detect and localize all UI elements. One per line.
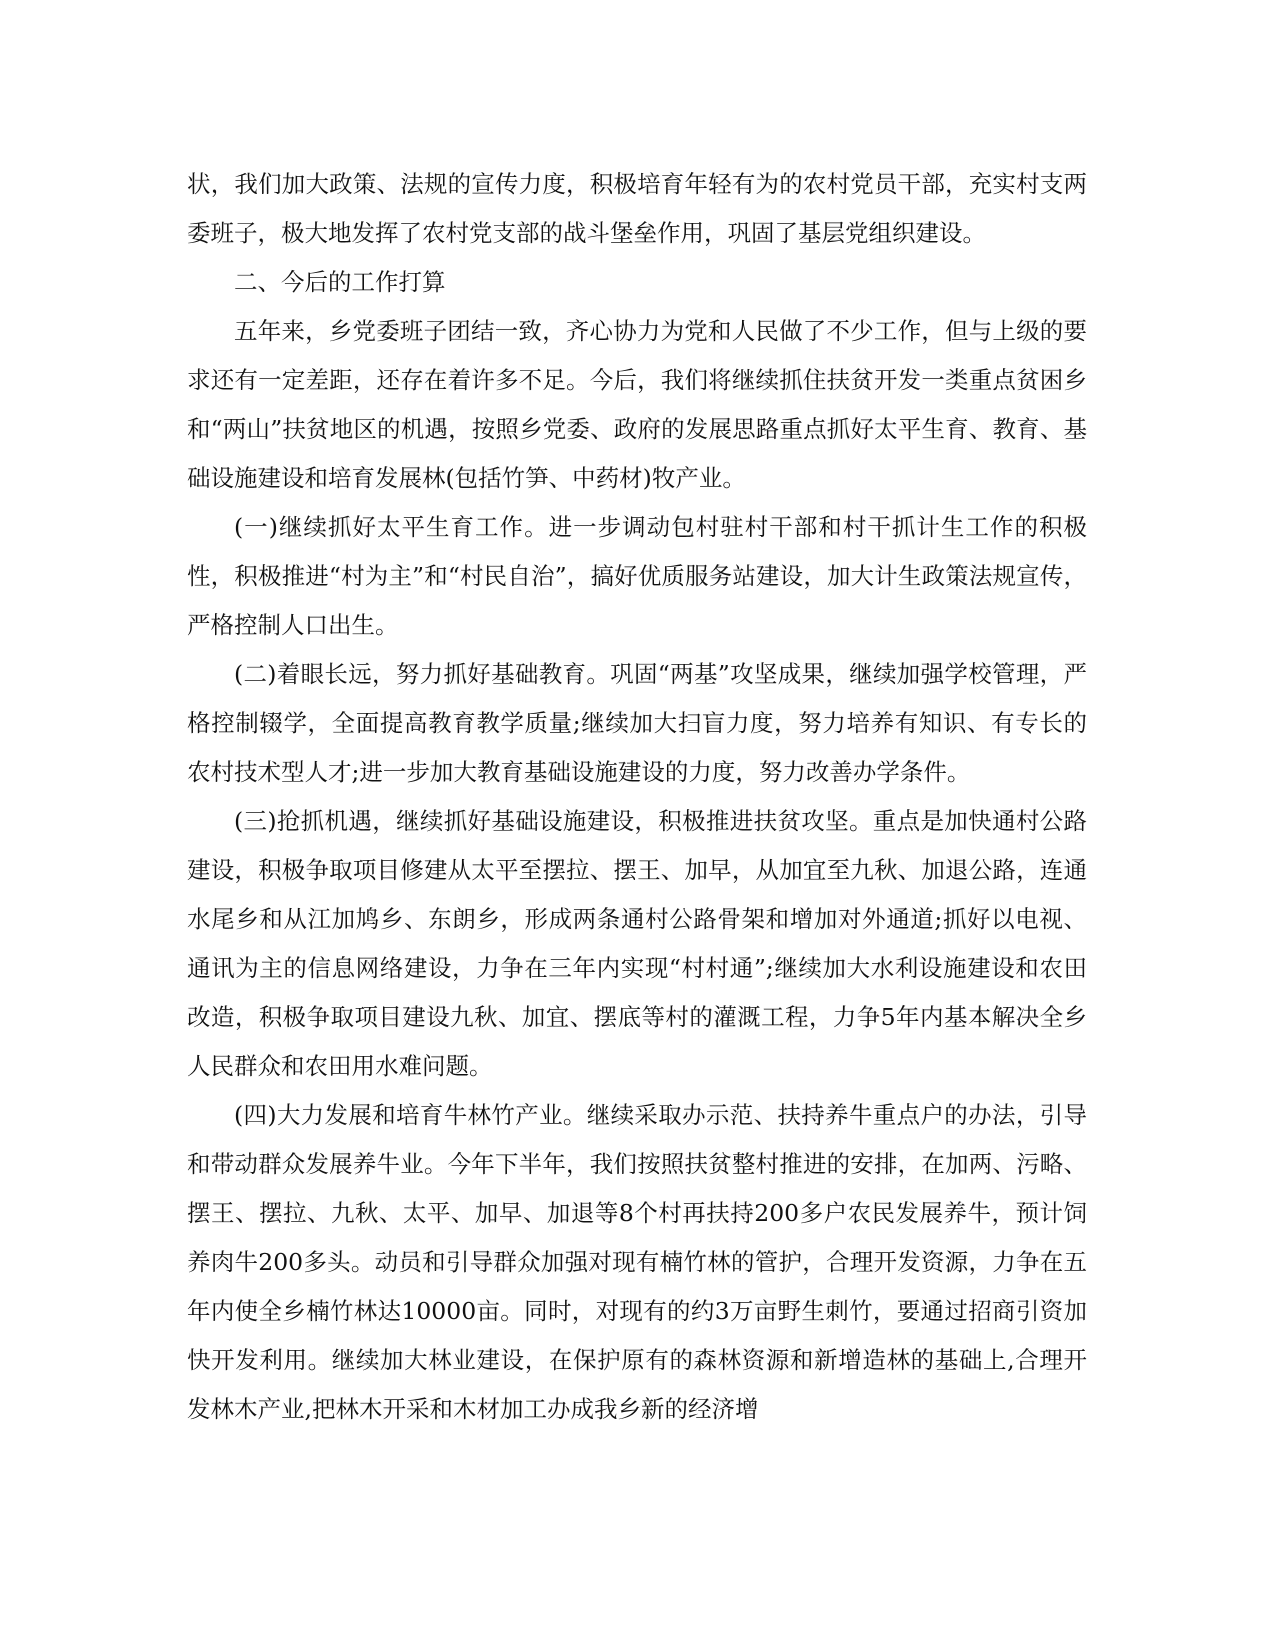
document-body bbox=[187, 160, 1087, 1434]
paragraph-item-3: (三)抢抓机遇，继续抓好基础设施建设，积极推进扶贫攻坚。重点是加快通村公路建设，积极争取项目修建从太平至摆拉、摆王、加早，从加宜至九秋、加退公路，连通水尾乡和从江加鸠乡、东朗乡，形成两条通村公路骨架和增加对外通道;抓好以电视、通讯为主的信息网络建设，力争在三年内实现“村村通”;继续加大水利设施建设和农田改造，积极争取项目建设九秋、加宜、摆底等村的灌溉工程，力争5年内基本解决全乡人民群众和农田用水难问题。 bbox=[187, 807, 1087, 1080]
section-heading: 二、今后的工作打算 bbox=[234, 268, 446, 296]
paragraph-item-4: (四)大力发展和培育牛林竹产业。继续采取办示范、扶持养牛重点户的办法，引导和带动群众发展养牛业。今年下半年，我们按照扶贫整村推进的安排，在加两、污略、摆王、摆拉、九秋、太平、加早、加退等8个村再扶持200多户农民发展养牛，预计饲养肉牛200多头。动员和引导群众加强对现有楠竹林的管护，合理开发资源，力争在五年内使全乡楠竹林达10000亩。同时，对现有的约3万亩野生刺竹，要通过招商引资加快开发利用。继续加大林业建设，在保护原有的森林资源和新增造林的基础上,合理开发林木产业,把林木开采和木材加工办成我乡新的经济增 bbox=[187, 1101, 1087, 1423]
paragraph-item-1: (一)继续抓好太平生育工作。进一步调动包村驻村干部和村干抓计生工作的积极性，积极推进“村为主”和“村民自治”，搞好优质服务站建设，加大计生政策法规宣传，严格控制人口出生。 bbox=[187, 513, 1087, 639]
paragraph-overview: 五年来，乡党委班子团结一致，齐心协力为党和人民做了不少工作，但与上级的要求还有一定差距，还存在着许多不足。今后，我们将继续抓住扶贫开发一类重点贫困乡和“两山”扶贫地区的机遇，按照乡党委、政府的发展思路重点抓好太平生育、教育、基础设施建设和培育发展林(包括竹笋、中药材)牧产业。 bbox=[187, 317, 1087, 492]
paragraph-item-2: (二)着眼长远，努力抓好基础教育。巩固“两基”攻坚成果，继续加强学校管理，严格控制辍学，全面提高教育教学质量;继续加大扫盲力度，努力培养有知识、有专长的农村技术型人才;进一步加大教育基础设施建设的力度，努力改善办学条件。 bbox=[187, 660, 1087, 786]
paragraph-continuation: 状，我们加大政策、法规的宣传力度，积极培育年轻有为的农村党员干部，充实村支两委班子，极大地发挥了农村党支部的战斗堡垒作用，巩固了基层党组织建设。 bbox=[187, 170, 1087, 247]
